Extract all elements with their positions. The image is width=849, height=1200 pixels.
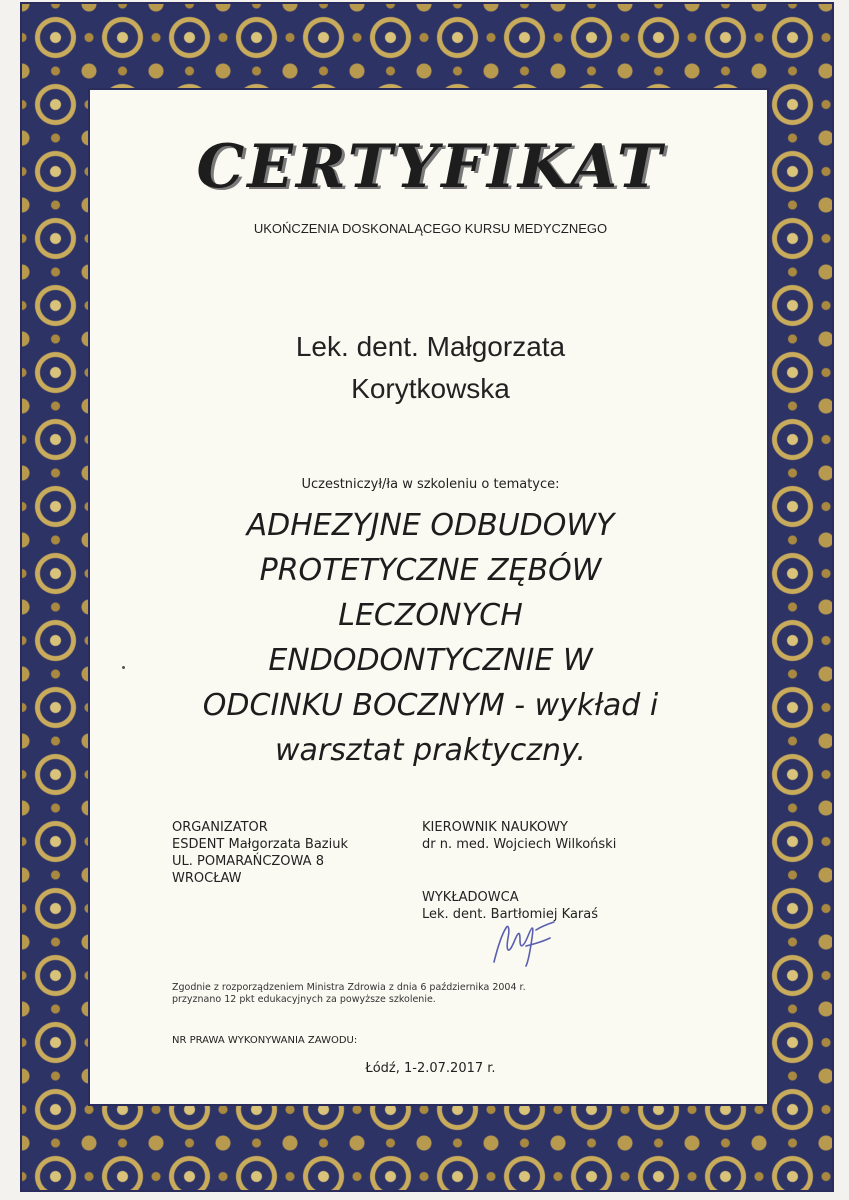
topic-line: ODCINKU BOCZNYM - wykład i (202, 688, 659, 723)
organizer-heading: ORGANIZATOR (172, 820, 268, 835)
topic-line: warsztat praktyczny. (275, 733, 586, 768)
scientific-director-block (422, 819, 616, 853)
participation-statement: Uczestniczył/ła w szkoleniu o tematyce: (301, 477, 560, 492)
regulation-note (172, 982, 526, 1006)
organizer-line: ESDENT Małgorzata Baziuk (172, 837, 348, 852)
scientific-director-name: dr n. med. Wojciech Wilkoński (422, 837, 617, 852)
organizer-line: WROCŁAW (172, 871, 242, 886)
recipient-name (90, 326, 771, 410)
speck (122, 666, 125, 669)
topic-line: ENDODONTYCZNIE W (268, 643, 593, 678)
topic-line: LECZONYCH (338, 598, 523, 633)
certificate-body (88, 88, 769, 1106)
regulation-note-line: przyznano 12 pkt edukacyjnych za powyższe szkolenie. (172, 994, 436, 1005)
license-number-label: NR PRAWA WYKONYWANIA ZAWODU: (172, 1035, 358, 1046)
organizer-block (172, 819, 348, 887)
recipient-name-line-1: Lek. dent. Małgorzata (295, 331, 566, 362)
certificate-title: CERTYFIKAT (196, 132, 665, 202)
scientific-director-heading: KIEROWNIK NAUKOWY (422, 820, 568, 835)
topic-line: PROTETYCZNE ZĘBÓW (259, 553, 602, 588)
course-topic (150, 503, 711, 773)
place-and-date: Łódź, 1-2.07.2017 r. (365, 1061, 496, 1076)
recipient-name-line-2: Korytkowska (351, 373, 510, 404)
certificate-subtitle: UKOŃCZENIA DOSKONALĄCEGO KURSU MEDYCZNEGO (253, 221, 608, 236)
lecturer-signature (488, 916, 558, 968)
lecturer-heading: WYKŁADOWCA (422, 890, 519, 905)
organizer-line: UL. POMARAŃCZOWA 8 (172, 854, 324, 869)
topic-line: ADHEZYJNE ODBUDOWY (246, 508, 615, 543)
lecturer-name: Lek. dent. Bartłomiej Karaś (422, 907, 598, 922)
regulation-note-line: Zgodnie z rozporządzeniem Ministra Zdrowia z dnia 6 października 2004 r. (172, 982, 526, 993)
